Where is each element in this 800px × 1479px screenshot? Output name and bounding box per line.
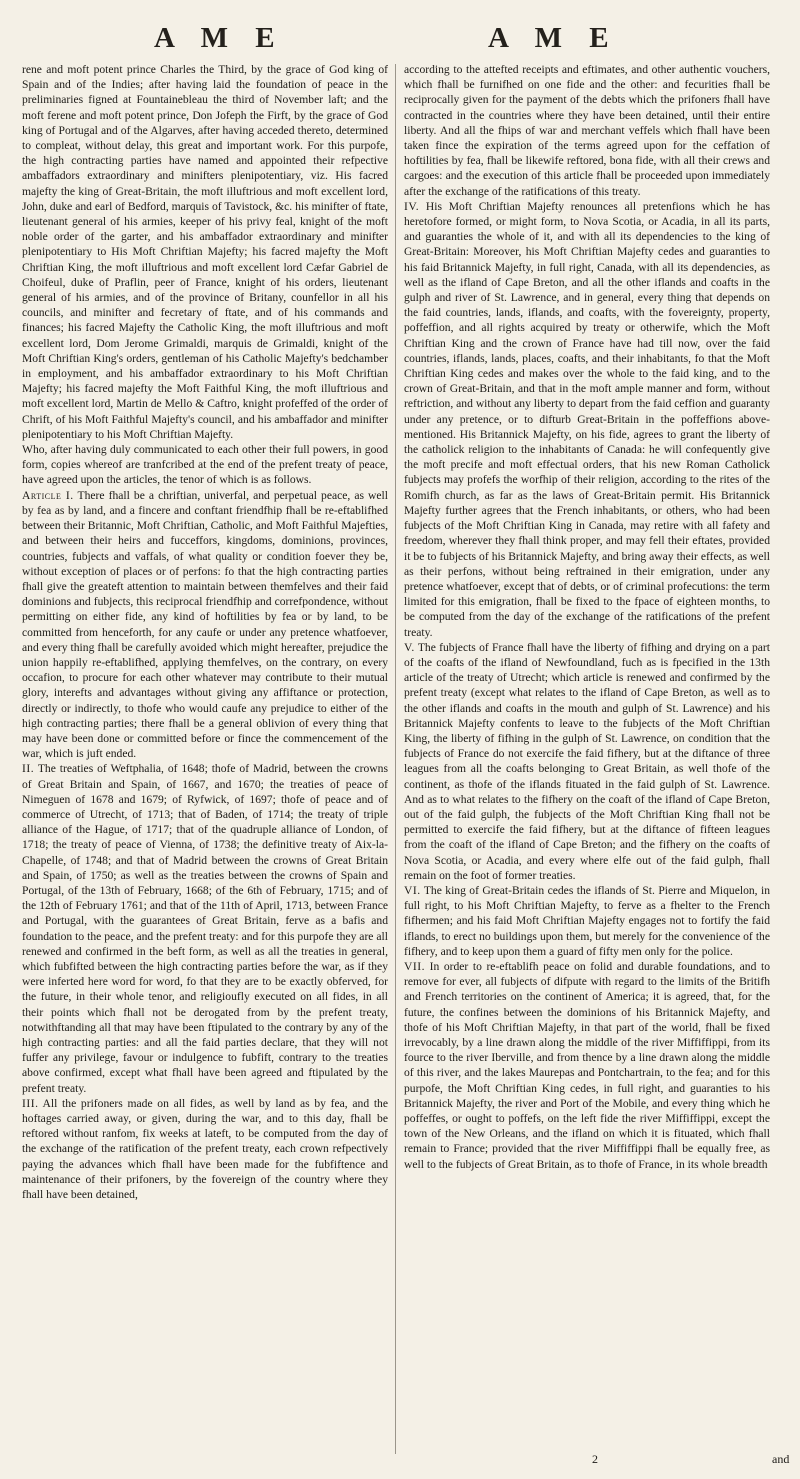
column-divider [395, 64, 396, 1454]
paragraph [404, 62, 770, 199]
article-heading: III. [22, 1096, 39, 1110]
paragraph-text: His Moft Chriftian Majefty renounces all pretenfions which he has heretofore formed, or might form, to Nova Scotia, or Acadia, in all its parts, and guaranties the whole of it, and with all its dependencies to the king of Great-Britain: Moreover, his Moft Chriftian Majefty cedes and guaranties to his faid Britannick Majefty, in full right, Canada, with all its dependencies, as well as the ifland of Cape Breton, and all the other iflands and coafts in the gulph and river of St. Lawrence, and in general, every thing that depends on the faid countries, lands, iflands, and coafts, with the fovereignty, property, poffeffion, and all rights acquired by treaty or otherwife, which the Moft Chriftian King and the crown of France have had till now, over the faid countries, iflands, lands, places, coafts, and their inhabitants, fo that the Moft Chriftian King cedes and makes over the whole to the faid king, and to the crown of Great-Britain, and that in the moft ample manner and form, without reftriction, and without any liberty to depart from the faid ceffion and guaranty under any pretence, or to difturb Great-Britain in the poffeffions above-mentioned. His Britannick Majefty, on his fide, agrees to grant the liberty of the catholick religion to the inhabitants of Canada: he will confequently give the moft precife and moft effectual orders, that his new Roman Catholick fubjects may profefs the worfhip of their religion, according to the rites of the Romifh church, as far as the laws of Great-Britain permit. His Britannick Majefty further agrees that the French inhabitants, or others, who had been fubjects of the Moft Chriftian King in Canada, may retire with all fafety and freedom, wherever they fhall think proper, and may fell their eftates, provided it be to fubjects of his Britannick Majefty, and bring away their effects, as well as their perfons, without being reftrained in their emigration, under any pretence whatfoever, except that of debts, or of criminal profecutions: the term limited for this emigration, fhall be fixed to the fpace of eighteen months, to be computed from the day of the exchange of the ratifications of the prefent treaty. [404, 199, 770, 639]
paragraph-text: All the prifoners made on all fides, as well by land as by fea, and the hoftages carried away, or given, during the war, and to this day, fhall be reftored without ranfom, fix weeks at lateft, to be computed from the day of the exchange of the ratification of the prefent treaty, each crown refpectively paying the advances which fhall have been made for the fubfiftence and maintenance of their prifoners, by the fovereign of the country where they fhall have been detained, [22, 1096, 388, 1202]
running-head-right: A M E [488, 22, 619, 54]
paragraph-text: The king of Great-Britain cedes the iflands of St. Pierre and Miquelon, in full right, to his Moft Chriftian Majefty, to ferve as a fhelter to the French fifhermen; and his faid Moft Chriftian Majefty engages not to fortify the faid iflands, to erect no buildings upon them, but merely for the convenience of the fifhery, and to keep upon them a guard of fifty men only for the police. [404, 883, 770, 958]
article-heading: VI. [404, 883, 421, 897]
article-heading: V. [404, 640, 415, 654]
article-heading: IV. [404, 199, 420, 213]
right-text-column [404, 62, 770, 1454]
left-text-column [22, 62, 388, 1454]
paragraph-text: Who, after having duly communicated to each other their full powers, in good form, copies whereof are tranfcribed at the end of the prefent treaty of peace, have agreed upon the articles, the tenor of which is as follows. [22, 443, 388, 487]
paragraph-text: The treaties of Weftphalia, of 1648; thofe of Madrid, between the crowns of Great Britain and Spain, of 1667, and 1670; the treaties of peace of Nimeguen of 1678 and 1679; of Ryfwick, of 1697; thofe of peace and of commerce of Utrecht, of 1713; that of Baden, of 1714; the treaty of triple alliance of the Hague, of 1717; that of the quadruple alliance of London, of 1718; the treaty of peace of Vienna, of 1738; the definitive treaty of Aix-la-Chapelle, of 1748; and that of Madrid between the crowns of Great Britain and Spain, of 1750; as well as the treaties between the crowns of Spain and Portugal, of the 13th of February, 1668; of the 6th of February, 1715; and of the 12th of February 1761; and that of the 11th of April, 1713, between France and Portugal, with the guarantees of Great Britain, ferve as a bafis and foundation to the peace, and the prefent treaty: and for this purpofe they are all renewed and confirmed in the beft form, as well as all the treaties in general, which fubfifted between the high contracting parties before the war, as if they were inferted here word for word, fo that they are to be exactly obferved, for the future, in their whole tenor, and religioufly executed on all fides, in all their points which fhall not be derogated from by the prefent treaty, notwithftanding all that may have been ftipulated to the contrary by any of the high contracting parties: and all the faid parties declare, that they will not fuffer any privilege, favour or indulgence to fubfift, contrary to the treaties above confirmed, except what fhall have been agreed and ftipulated by the prefent treaty. [22, 762, 388, 1095]
paragraph-text: In order to re-eftablifh peace on folid and durable foundations, and to remove for ever, all fubjects of difpute with regard to the limits of the Britifh and French territories on the continent of America; it is agreed, that, for the future, the confines between the dominions of his Britannick Majefty, and thofe of his Moft Chriftian Majefty, in that part of the world, fhall be fixed irrevocably, by a line drawn along the middle of the river Miffiffippi, from its fource to the river Iberville, and from thence by a line drawn along the middle of this river, and the lakes Maurepas and Pontchartrain, to the fea; and for this purpofe, the Moft Chriftian King cedes, in full right, and guaranties to his Britannick Majefty, the river and Port of the Mobile, and every thing which he poffeffes, or ought to poffefs, on the left fide the river Miffiffippi, except the town of the New Orleans, and the ifland on which it is fituated, which fhall remain to France; provided that the river Miffiffippi fhall be equally free, as well to the fubjects of Great Britain, as to thofe of France, in its whole breadth [404, 959, 770, 1171]
paragraph-text: There fhall be a chriftian, univerfal, and perpetual peace, as well by fea as by land, and a fincere and conftant friendfhip fhall be re-eftablifhed between their Britannic, Moft Chriftian, Catholic, and Moft Faithful Majefties, and between their heirs and fucceffors, kingdoms, dominions, provinces, countries, fubjects and vaffals, of what quality or condition foever they be, without exception of places or of perfons: fo that the high contracting parties fhall give the greateft attention to maintain between themfelves and their faid dominions and fubjects, this reciprocal friendfhip and correfpondence, without permitting on either fide, any kind of hoftilities by fea or by land, to be committed from henceforth, for any caufe or under any pretence whatfoever, and every thing fhall be carefully avoided which might hereafter, prejudice the union happily re-eftablifhed, applying themfelves, on the contrary, on every occafion, to procure for each other whatever may contribute to their mutual glory, interefts and advantages without giving any affiftance or protection, directly or indirectly, to thofe who would caufe any prejudice to either of the high contracting parties; there fhall be a general oblivion of every thing that may have been done or committed before or fince the commencement of the war, which is juft ended. [22, 488, 388, 761]
paragraph-text: The fubjects of France fhall have the liberty of fifhing and drying on a part of the coafts of the ifland of Newfoundland, fuch as is fpecified in the 13th article of the treaty of Utrecht; which article is renewed and confirmed by the prefent treaty (except what relates to the ifland of Cape Breton, as well as to the other iflands and coafts in the mouth and gulph of St. Lawrence) and his Britannick Majefty confents to leave to the fubjects of the Moft Chriftian King, the liberty of fifhing in the gulph of St. Lawrence, on condition that the fubjects of France do not exercife the faid fifhery, but at the diftance of three leagues from all the coafts belonging to Great Britain, as well thofe of the continent, as thofe of the iflands fituated in the faid gulph of St. Lawrence. And as to what relates to the fifhery on the coaft of the ifland of Cape Breton, out of the faid gulph, the fubjects of the Moft Chriftian King fhall not be permitted to exercife the faid fifhery, but at the diftance of fifteen leagues from the coaft of the ifland of Cape Breton; and the fifhery on the coafts of Nova Scotia, or Acadia, and every where elfe out of the faid gulph, fhall remain on the foot of former treaties. [404, 640, 770, 882]
article-heading: VII. [404, 959, 425, 973]
paragraph [22, 442, 388, 488]
treaty-article [22, 1096, 388, 1202]
treaty-article [404, 640, 770, 883]
treaty-article [404, 199, 770, 640]
catchword: and [772, 1452, 790, 1466]
paragraph-text: according to the attefted receipts and eftimates, and other authentic vouchers, which fhall be furnifhed on one fide and the other: and fecurities fhall be reciprocally given for the payment of the debts which the prifoners fhall have contracted in the countries where they have been detained, until their entire liberty. And all the fhips of war and merchant veffels which fhall have been taken fince the expiration of the terms agreed upon for the ceffation of hoftilities by fea, fhall be likewife reftored, bona fide, with all their crews and cargoes: and the execution of this article fhall be proceeded upon immediately after the exchange of the ratifications of this treaty. [404, 63, 770, 198]
treaty-article [404, 959, 770, 1172]
treaty-article [22, 761, 388, 1095]
paragraph [22, 62, 388, 442]
running-head-left: A M E [154, 22, 285, 54]
article-heading: II. [22, 762, 35, 776]
paragraph-text: rene and moft potent prince Charles the Third, by the grace of God king of Spain and of the Indies; after having laid the foundation of peace in the preliminaries figned at Fountainebleau the third of November laft; and the moft ferene and moft potent prince, Don Jofeph the Firft, by the grace of God king of Portugal and of the Algarves, after having acceded thereto, determined to compleat, without delay, this great and important work. For this purpofe, the high contracting parties have named and appointed their refpective ambaffadors extraordinary and minifters plenipotentiary, viz. His facred majefty the king of Great-Britain, the moft illuftrious and moft excellent lord, John, duke and earl of Bedford, marquis of Tavistock, &c. his minifter of ftate, lieutenant general of his armies, keeper of his privy feal, knight of the moft noble order of the garter, and his ambaffador extraordinary and minifter plenipotentiary to His Moft Chriftian Majefty; his facred majefty the Moft Chriftian King, the moft illuftrious and moft excellent lord Cæfar Gabriel de Choifeul, duke of Praflin, peer of France, knight of his orders, lieutenant general of his armies, and of the province of Britany, counfellor in all his councils, and minifter and fecretary of ftate, and of his commands and finances; his facred Majefty the Catholic King, the moft illuftrious and moft excellent lord, Dom Jerome Grimaldi, marquis de Grimaldi, knight of the Moft Chriftian King's orders, gentleman of his Catholic Majefty's bedchamber in employment, and his ambaffador extraordinary to his Moft Chriftian Majefty; his facred majefty the Moft Faithful King, the moft illuftrious and moft excellent lord, Martin de Mello & Caftro, knight profeffed of the order of Chrift, of his Moft Faithful Majefty's council, and his ambaffador and minifter plenipotentiary to his Moft Chriftian Majefty. [22, 63, 388, 441]
treaty-article [22, 488, 388, 762]
signature-mark: 2 [592, 1452, 598, 1466]
treaty-article [404, 883, 770, 959]
article-heading: Article I. [22, 488, 74, 502]
running-header [0, 8, 800, 68]
